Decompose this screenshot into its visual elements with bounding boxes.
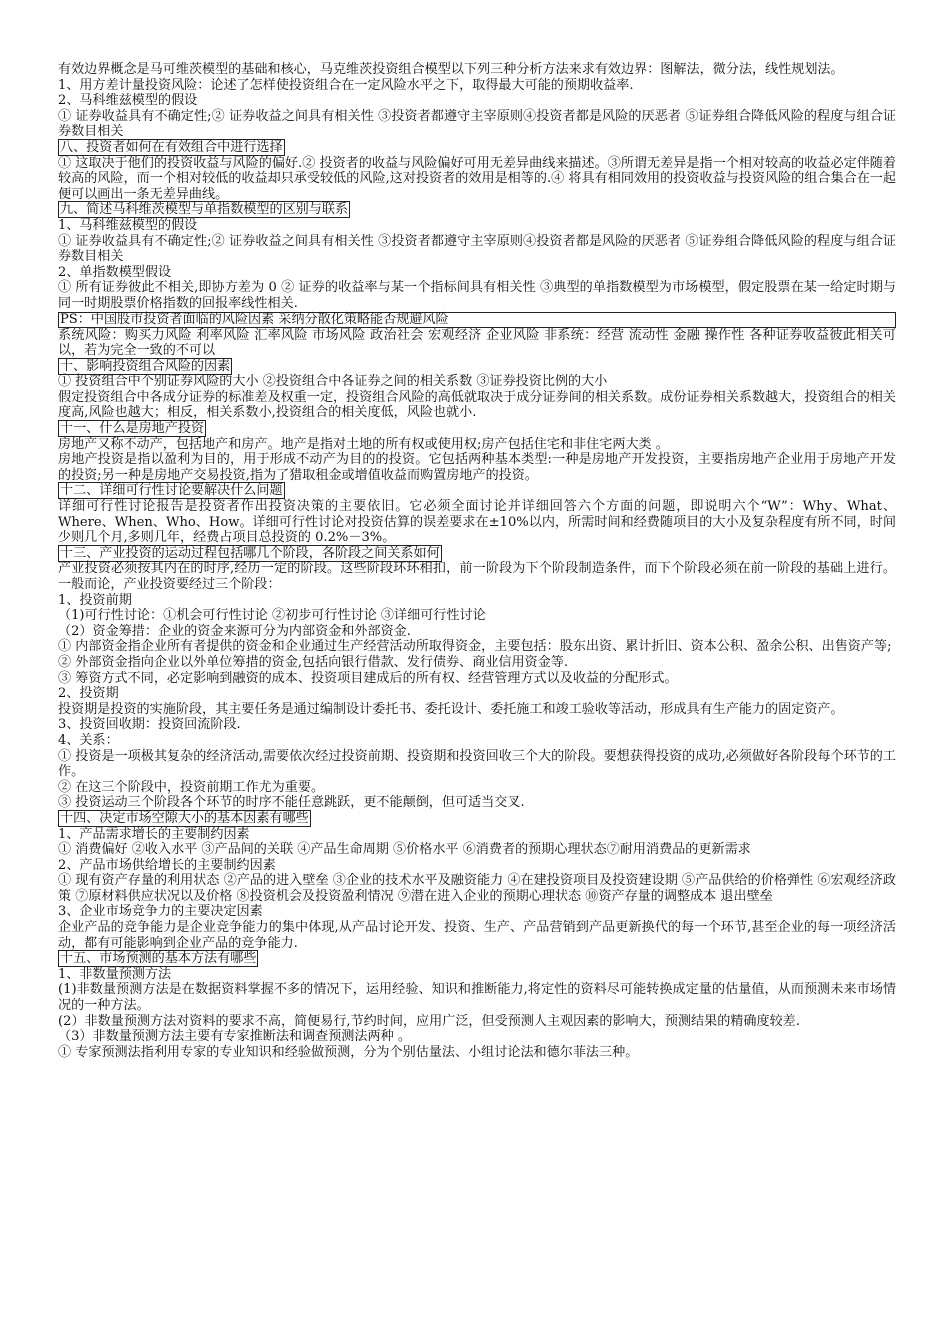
- paragraph: ③ 筹资方式不同，必定影响到融资的成本、投资项目建成后的所有权、经营管理方式以及收益的分配形式。: [58, 670, 678, 686]
- paragraph: ① 证券收益具有不确定性;② 证券收益之间具有相关性 ③投资者都遵守主宰原则④投资者都是风险的厌恶者 ⑤证券组合降低风险的程度与组合证券数目相关: [58, 233, 896, 265]
- boxed-note: [58, 312, 896, 328]
- paragraph: ① 现有资产存量的利用状态 ②产品的进入壁垒 ③企业的技术水平及融资能力 ④在建投资项目及投资建设期 ⑤产品供给的价格弹性 ⑥宏观经济政策 ⑦原材料供应状况以及价格 ⑧投资机会及投资盈利情况 ⑨潜在进入企业的预期心理状态 ⑩资产存量的调整成本 退出壁垒: [58, 873, 896, 904]
- paragraph: ① 专家预测法指利用专家的专业知识和经验做预测，分为个别估量法、小组讨论法和德尔菲法三种。: [58, 1044, 639, 1060]
- paragraph: ① 所有证券彼此不相关,即协方差为 0 ② 证券的收益率与某一个指标间具有相关性 ③典型的单指数模型为市场模型，假定股票在某一给定时期与同一时期股票价格指数的回报率线性相关.: [58, 280, 896, 311]
- paragraph: 2、投资期: [58, 686, 119, 702]
- section-heading: [58, 546, 896, 562]
- paragraph: 投资期是投资的实施阶段，其主要任务是通过编制设计委托书、委托设计、委托施工和竣工验收等活动，形成具有生产能力的固定资产。: [58, 701, 844, 717]
- paragraph: 详细可行性讨论报告是投资者作出投资决策的主要依旧。它必须全面讨论并详细回答六个方面的问题，即说明六个“W”：Why、What、Where、When、Who、How。详细可行性讨论对投资估算的误差要求在±10%以内，所需时间和经费随项目的大小及复杂程度有所不同，时间少则几个月,多则几年，经费占项目总投资的 0.2%－3%。: [58, 499, 896, 546]
- section-heading-text: 十三、产业投资的运动过程包括哪几个阶段，各阶段之间关系如何: [60, 545, 440, 561]
- paragraph: 1、投资前期: [58, 592, 132, 608]
- paragraph: 房地产投资是指以盈利为目的，用于形成不动产为目的的投资。它包括两种基本类型:一种是房地产开发投资，主要指房地产企业用于房地产开发的投资;另一种是房地产交易投资,指为了猎取租金或增值收益而购置房地产的投资。: [58, 452, 896, 483]
- paragraph: 1、马科维兹模型的假设: [58, 217, 198, 233]
- section-heading: [58, 483, 896, 499]
- paragraph: ① 证券收益具有不确定性;② 证券收益之间具有相关性 ③投资者都遵守主宰原则④投资者都是风险的厌恶者 ⑤证券组合降低风险的程度与组合证券数目相关: [58, 108, 896, 140]
- section-heading-text: 十五、市场预测的基本方法有哪些: [60, 951, 257, 967]
- paragraph: (1)非数量预测方法是在数据资料掌握不多的情况下，运用经验、知识和推断能力,将定性的资料尽可能转换成定量的估量值，从而预测未来市场情况的一种方法。: [58, 982, 896, 1014]
- paragraph: （3）非数量预测方法主要有专家推断法和调查预测法两种 。: [58, 1029, 411, 1045]
- paragraph: 有效边界概念是马可维茨模型的基础和核心，马克维茨投资组合模型以下列三种分析方法来求有效边界：图解法，微分法，线性规划法。: [58, 62, 844, 77]
- paragraph: 房地产又称不动产，包括地产和房产。地产是指对土地的所有权或使用权;房产包括住宅和非住宅两大类 。: [58, 436, 669, 452]
- paragraph: 4、关系：: [58, 732, 119, 748]
- paragraph: 产业投资必须按其内在的时序,经历一定的阶段。这些阶段环环相扣，前一阶段为下个阶段制造条件，而下个阶段必须在前一阶段的基础上进行。一般而论，产业投资要经过三个阶段：: [58, 561, 896, 592]
- section-heading-text: 九、简述马科维茨模型与单指数模型的区别与联系: [60, 202, 349, 218]
- paragraph: 1、非数量预测方法: [58, 966, 172, 982]
- paragraph: ① 消费偏好 ②收入水平 ③产品间的关联 ④产品生命周期 ⑤价格水平 ⑥消费者的预期心理状态⑦耐用消费品的更新需求: [58, 842, 751, 858]
- section-heading: [58, 811, 896, 827]
- section-heading: [58, 359, 896, 375]
- paragraph: 3、企业市场竞争力的主要决定因素: [58, 904, 263, 920]
- document-body: [58, 62, 896, 1060]
- section-heading: [58, 421, 896, 437]
- paragraph: 企业产品的竞争能力是企业竞争能力的集中体现,从产品讨论开发、投资、生产、产品营销到产品更新换代的每一个环节,甚至企业的每一项经济活动，都有可能影响到企业产品的竞争能力.: [58, 920, 896, 951]
- section-heading: [58, 140, 896, 156]
- section-heading: [58, 202, 896, 218]
- paragraph: 3、投资回收期：投资回流阶段.: [58, 717, 241, 733]
- section-heading-text: 十二、详细可行性讨论要解决什么问题: [60, 483, 283, 499]
- paragraph: ① 投资是一项极其复杂的经济活动,需要依次经过投资前期、投资期和投资回收三个大的阶段。要想获得投资的成功,必须做好各阶段每个环节的工作。: [58, 748, 896, 780]
- section-heading-text: PS：中国股市投资者面临的风险因素 采纳分散化策略能否规避风险: [58, 312, 896, 328]
- paragraph: 2、产品市场供给增长的主要制约因素: [58, 857, 276, 873]
- paragraph: (2）非数量预测方法对资料的要求不高，简便易行,节约时间，应用广泛，但受预测人主观因素的影响大，预测结果的精确度较差.: [58, 1013, 800, 1029]
- paragraph: ① 这取决于他们的投资收益与风险的偏好.② 投资者的收益与风险偏好可用无差异曲线来描述。③所谓无差异是指一个相对较高的收益必定伴随着较高的风险，而一个相对较低的收益却只承受较低的风险,这对投资者的效用是相等的.④ 将具有相同效用的投资收益与投资风险的组合集合在一起便可以画出一条无差异曲线。: [58, 155, 896, 202]
- section-heading-text: 十四、决定市场空隙大小的基本因素有哪些: [60, 810, 309, 826]
- paragraph: 1、用方差计量投资风险：论述了怎样使投资组合在一定风险水平之下，取得最大可能的预期收益率.: [58, 77, 634, 93]
- paragraph: 1、产品需求增长的主要制约因素: [58, 826, 250, 842]
- section-heading-text: 十、影响投资组合风险的因素: [60, 358, 231, 374]
- paragraph: ③ 投资运动三个阶段各个环节的时序不能任意跳跃，更不能颠倒，但可适当交叉.: [58, 795, 525, 811]
- section-heading-text: 八、投资者如何在有效组合中进行选择: [60, 139, 283, 155]
- paragraph: 2、马科维兹模型的假设: [58, 93, 198, 109]
- paragraph: （2）资金筹措：企业的资金来源可分为内部资金和外部资金.: [58, 623, 411, 639]
- paragraph: 2、单指数模型假设: [58, 264, 172, 280]
- paragraph: ② 在这三个阶段中，投资前期工作尤为重要。: [58, 779, 325, 795]
- paragraph: （1)可行性讨论：①机会可行性讨论 ②初步可行性讨论 ③详细可行性讨论: [58, 608, 486, 624]
- paragraph: 系统风险：购买力风险 利率风险 汇率风险 市场风险 政治社会 宏观经济 企业风险 非系统：经营 流动性 金融 操作性 各种证券收益彼此相关可以，若为完全一致的不可以: [58, 327, 896, 359]
- paragraph: 假定投资组合中各成分证券的标准差及权重一定，投资组合风险的高低就取决于成分证券间的相关系数。成份证券相关系数越大，投资组合的相关度高,风险也越大；相反，相关系数小,投资组合的相关度低，风险也就小.: [58, 389, 896, 421]
- section-heading-text: 十一、什么是房地产投资: [60, 421, 205, 437]
- paragraph: ① 内部资金指企业所有者提供的资金和企业通过生产经营活动所取得资金，主要包括：股东出资、累计折旧、资本公积、盈余公积、出售资产等;: [58, 639, 892, 655]
- paragraph: ① 投资组合中个别证券风险的大小 ②投资组合中各证券之间的相关系数 ③证券投资比例的大小: [58, 374, 608, 390]
- paragraph: ② 外部资金指向企业以外单位筹措的资金,包括向银行借款、发行债券、商业信用资金等.: [58, 654, 569, 670]
- section-heading: [58, 951, 896, 967]
